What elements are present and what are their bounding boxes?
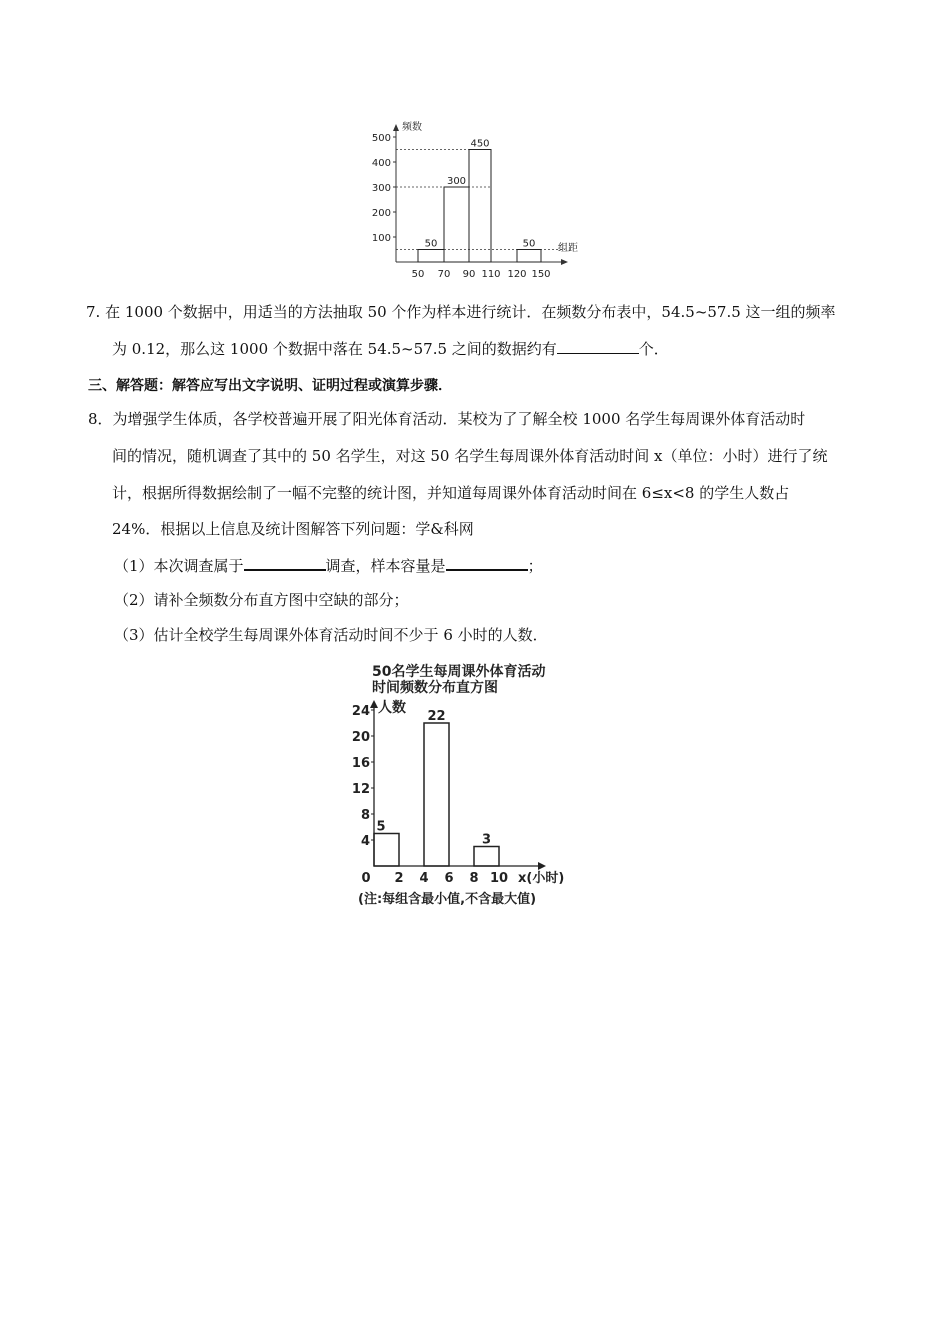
q8-line4: 24%．根据以上信息及统计图解答下列问题：学&科网 [112,520,474,538]
chart1-y-tick-label: 500 [371,133,391,144]
chart1-x-tick-label: 70 [437,269,451,280]
chart1-bar [469,150,491,263]
chart2-y-arrow [370,700,378,708]
chart2-y-tick-label: 8 [360,808,370,823]
chart2-data-label: 3 [481,832,492,848]
chart2-x-arrow [538,862,546,870]
frequency-histogram-1 [360,115,590,285]
chart1-x-tick-label: 120 [507,269,527,280]
q8-sub3: （3）估计全校学生每周课外体育活动时间不少于 6 小时的人数． [114,626,548,644]
chart1-bar [517,250,541,263]
chart1-x-tick-label: 90 [462,269,476,280]
q8-survey-type-blank[interactable] [244,555,326,571]
chart2-bar [374,834,399,867]
chart2-x-tick-label: 10 [489,871,509,886]
chart2-plot [352,699,564,886]
q8-line1: ．为增强学生体质，各学校普遍开展了阳光体育活动．某校为了了解全校 1000 名学生每周课外体育活动时 [97,410,806,428]
chart2-x-tick-label: 8 [469,871,479,886]
question-7 [86,302,836,322]
chart2-y-tick-label: 20 [351,730,370,745]
chart2-title-line1: 50名学生每周课外体育活动 [372,664,546,680]
q8-line2: 间的情况，随机调查了其中的 50 名学生，对这 50 名学生每周课外体育活动时间 x（单位：小时）进行了统 [112,447,828,465]
question-7-line2 [112,339,669,359]
q8-sub1-mid: 调查，样本容量是 [325,557,446,575]
q8-sub1-text: （1）本次调查属于 [114,557,244,575]
q8-sample-size-blank[interactable] [446,555,528,571]
chart2-y-tick-label: 12 [351,782,370,797]
chart2-y-tick-label: 4 [360,834,370,849]
frequency-histogram-2 [350,658,600,913]
chart1-y-tick-label: 300 [371,183,391,194]
chart1-data-label: 450 [470,138,490,150]
chart1-x-tick-label: 150 [531,269,551,280]
chart1-bar [444,187,469,262]
chart1-y-tick-label: 200 [371,208,391,219]
chart2-title-line2: 时间频数分布直方图 [372,680,498,696]
chart1-plot [372,120,578,280]
chart1-bar [418,250,444,263]
chart2-note: (注:每组含最小值,不含最大值) [358,892,537,907]
q7-line1: . 在 1000 个数据中，用适当的方法抽取 50 个作为样本进行统计．在频数分布表中，54.5~57.5 这一组的频率 [95,303,836,321]
chart2-x-tick-label: 2 [394,871,404,886]
q8-sub1-end: ； [527,557,543,575]
chart1-y-tick-label: 100 [371,233,391,244]
chart1-y-label: 频数 [402,122,422,133]
chart2-x-tick-label: 0 [361,871,371,886]
chart1-x-tick-label: 110 [481,269,501,280]
chart2-y-label: 人数 [378,700,406,716]
q8-sub2: （2）请补全频数分布直方图中空缺的部分； [114,591,409,609]
chart2-x-tick-label: 4 [419,871,429,886]
chart2-data-label: 5 [376,819,386,835]
chart1-data-label: 50 [424,238,438,250]
chart2-data-label: 22 [427,709,446,724]
chart2-bar [424,723,449,866]
q7-line2-text: 为 0.12，那么这 1000 个数据中落在 54.5~57.5 之间的数据约有 [112,340,557,358]
chart1-data-label: 50 [522,238,536,250]
chart1-x-arrow [561,259,568,265]
chart1-data-label: 300 [446,176,467,187]
chart2-y-tick-label: 24 [351,704,370,719]
q7-line2-end: 个． [638,340,669,358]
chart2-x-label: x(小时) [518,871,565,886]
chart1-y-tick-label: 400 [371,158,391,169]
question-8 [88,409,805,429]
chart1-y-arrow [393,124,399,131]
q8-line3: 计，根据所得数据绘制了一幅不完整的统计图，并知道每周课外体育活动时间在 6≤x<8 的学生人数占 [112,484,790,502]
q8-number: 8 [88,410,98,428]
section-heading: 三、解答题：解答应写出文字说明、证明过程或演算步骤． [88,378,452,394]
chart1-x-label: 组距 [558,243,578,254]
q7-answer-blank[interactable] [557,339,639,354]
chart1-x-tick-label: 50 [411,269,425,280]
q8-sub1 [114,555,543,576]
chart2-bar [474,847,499,867]
chart2-y-tick-label: 16 [351,756,370,771]
q7-number: 7 [86,303,96,321]
chart2-x-tick-label: 6 [444,871,454,886]
